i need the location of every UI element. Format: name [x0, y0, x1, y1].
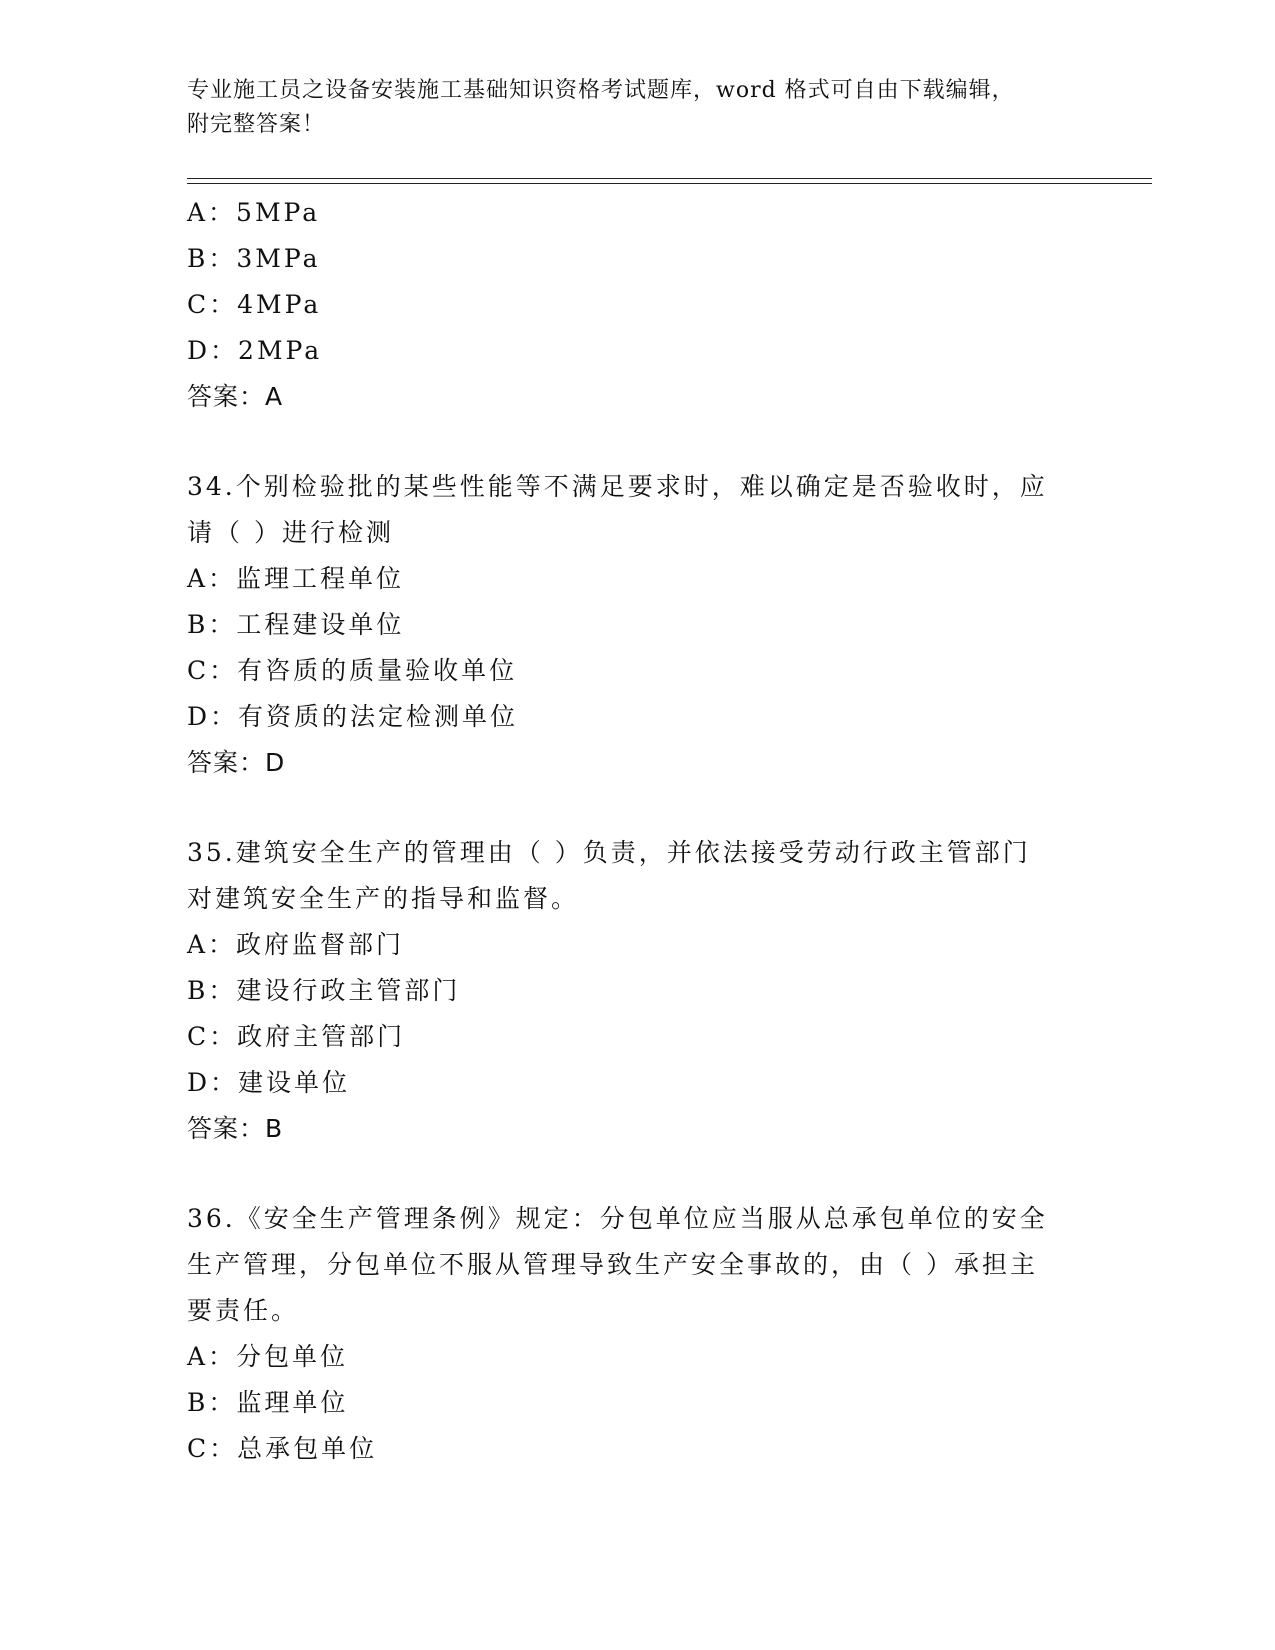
answer-line: 答案：B — [187, 1114, 284, 1143]
option-c: C：政府主管部门 — [187, 1022, 406, 1051]
document-header — [187, 74, 1067, 142]
header-divider-top — [187, 178, 1152, 179]
option-b: B：工程建设单位 — [187, 610, 405, 639]
option-b: B：建设行政主管部门 — [187, 976, 461, 1005]
answer-line: 答案：A — [187, 382, 284, 411]
option-b: B：3MPa — [187, 244, 321, 273]
option-d: D：2MPa — [187, 336, 323, 365]
question-text-line: 34.个别检验批的某些性能等不满足要求时，难以确定是否验收时，应 — [187, 472, 1048, 501]
question-text-line: 请（ ）进行检测 — [187, 518, 394, 547]
spacer — [187, 420, 1087, 464]
spacer — [187, 786, 1087, 830]
question-text-line: 35.建筑安全生产的管理由（ ）负责，并依法接受劳动行政主管部门 — [187, 838, 1031, 867]
option-a: A：监理工程单位 — [187, 564, 405, 593]
question-block-36 — [187, 1196, 1087, 1472]
option-d: D：有资质的法定检测单位 — [187, 702, 519, 731]
option-c: C：总承包单位 — [187, 1434, 378, 1463]
option-a: A：5MPa — [187, 198, 321, 227]
option-d: D：建设单位 — [187, 1068, 351, 1097]
header-line-2: 附完整答案！ — [187, 112, 326, 137]
question-block-prev — [187, 190, 1087, 420]
option-a: A：分包单位 — [187, 1342, 349, 1371]
question-text-line: 对建筑安全生产的指导和监督。 — [187, 884, 580, 913]
question-block-35 — [187, 830, 1087, 1152]
option-b: B：监理单位 — [187, 1388, 349, 1417]
question-text-line: 要责任。 — [187, 1296, 300, 1325]
question-text-line: 36.《安全生产管理条例》规定：分包单位应当服从总承包单位的安全 — [187, 1204, 1048, 1233]
option-c: C：4MPa — [187, 290, 322, 319]
question-text-line: 生产管理，分包单位不服从管理导致生产安全事故的，由（ ）承担主 — [187, 1250, 1038, 1279]
header-divider-bottom — [187, 183, 1152, 184]
spacer — [187, 1152, 1087, 1196]
question-block-34 — [187, 464, 1087, 786]
answer-line: 答案：D — [187, 748, 286, 777]
option-c: C：有咨质的质量验收单位 — [187, 656, 518, 685]
header-line-1: 专业施工员之设备安装施工基础知识资格考试题库，word 格式可自由下载编辑， — [187, 78, 1015, 103]
option-a: A：政府监督部门 — [187, 930, 405, 959]
question-content — [187, 190, 1087, 1472]
